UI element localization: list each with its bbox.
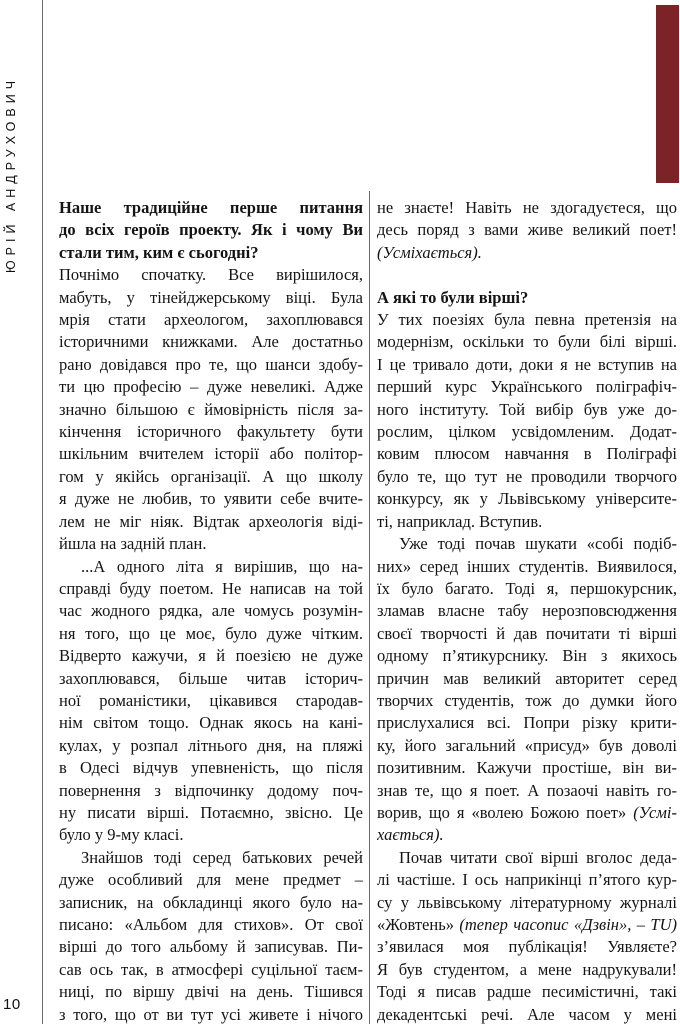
text-line: них» серед інших студентів. Виявилося, [377,556,677,576]
text-line: писано: «Альбом для стихов». От свої [59,915,363,934]
text-line: «Жовтень» (тепер часопис «Дзвін», – TU) [377,915,677,934]
blank-line [377,264,677,286]
text-line: Почав читати свої вірші вголос деда- [399,847,677,867]
text-line: Почнімо спочатку. Все вирішилося, [59,265,363,285]
text-line: лі частіше. І ось наприкінці п’ятого кур- [377,870,677,890]
text-line: мрія стати археологом, захоплювався [59,310,363,330]
text-line: Тоді я писав радше песимістичні, такі [377,982,677,1002]
text-line: стали тим, ким є сьогодні? [59,242,259,262]
text-line: перший курс Українського поліграфіч- [377,377,677,397]
text-line: до всіх героїв проекту. Як і чому Ви [59,220,363,240]
text-line: позитивним. Кажучи простіше, він ви- [377,758,677,778]
text-line: історичними книжками. Але достатньо [59,332,363,352]
text-line: було у 9-му класі. [59,825,184,845]
text-line: зламав власне табу нерозповсюдження [377,601,677,621]
text-line: гом у якійсь організації. А що школу [59,466,363,486]
text-line: їх було багато. Тоді я, першокурсник, [377,578,677,598]
text-line: ку, його загальний «присуд» був доволі [377,735,677,755]
text-line: Уже тоді почав шукати «собі подіб- [399,534,677,554]
text-line: десь поряд з вами живе великий поет! [377,220,677,240]
text-line: кулах, у розпал літнього дня, на пляжі [59,735,363,755]
text-line: я дуже не любив, то уявити себе вчите- [59,489,363,509]
text-line: ворив, що я «волею Божою поет» (Усмі- [377,802,677,822]
text-line: з того, що от ви тут усі живете і нічого [59,1004,363,1024]
text-line: ного інституту. Той вибір був уже до- [377,399,677,419]
text-line: мабуть, у тінейджерському віці. Була [59,287,363,307]
text-line: (Усміхається). [377,242,482,262]
text-line: одному п’ятикурснику. Він з якихось [377,646,677,666]
left-margin-rule [42,0,43,1024]
author-vertical-name: ЮРІЙ АНДРУХОВИЧ [4,75,18,273]
text-line: справді буду поетом. Не написав на той [59,578,363,598]
text-line: ти цю професію – дуже невеликі. Адже [59,377,363,397]
text-line: Знайшов тоді серед батькових речей [81,847,363,867]
text-line: лем не міг ніяк. Відтак археологія віді- [59,511,363,531]
text-line: шкільним вчителем історії або політор- [59,444,363,464]
text-line: Я був студентом, а мене надрукували! [377,959,677,979]
text-line: ня того, що це моє, було дуже чітким. [59,623,363,643]
text-line: модернізм, оскільки то були білі вірші. [377,332,677,352]
text-line: конкурсу, як у Львівському університе- [377,489,677,509]
left-text-column [59,197,363,1024]
text-line: хається). [377,825,444,845]
text-line: з’явилася моя публікація! Уявляєте? [377,937,677,957]
text-line: су у львівському літературному журналі [377,892,677,912]
text-line: кінчення історичного факультету бути [59,422,363,442]
text-line: ті, наприклад. Вступив. [377,511,543,531]
column-divider-rule [369,191,370,1024]
text-line: причин мав великий авторитет серед [377,668,677,688]
text-line: ної романістики, цікавився стародав- [59,690,363,710]
text-line: було те, що тут не проводили творчого [377,466,677,486]
text-line: І це тривало доти, доки я не вступив на [377,354,677,374]
text-line: в Одесі відчув упевненість, що після [59,758,363,778]
page-number: 10 [3,996,21,1013]
right-text-column [377,197,677,1024]
text-line: ниці, по віршу двічі на день. Тішився [59,982,363,1002]
accent-bar [656,5,679,183]
text-line: ну писати вірші. Потаємно, звісно. Це [59,802,363,822]
text-line: йшла на задній план. [59,534,207,554]
text-line: ковим плюсом навчання в Поліграфі [377,444,677,464]
text-line: захоплювався, більше читав історич- [59,668,363,688]
text-line: не знаєте! Навіть не здогадуєтеся, що [377,198,677,217]
text-line: декадентські речі. Але часом у мені [377,1004,677,1024]
text-line: рано довідався про те, що шанси здобу- [59,354,363,374]
text-line: нім світом тощо. Однак якось на кані- [59,713,363,733]
text-line: Відверто кажучи, я й поезією не дуже [59,646,363,666]
text-line: творчих студентів, тож до думки його [377,690,677,710]
text-line: дуже особливий для мене предмет – [59,870,363,890]
text-line: вірші до того альбому й записував. Пи- [59,937,363,957]
text-line: ...А одного літа я вирішив, що на- [81,556,363,576]
text-line: сав ось так, в атмосфері суцільної таєм- [59,959,363,979]
text-line: А які то були вірші? [377,287,529,307]
text-line: записник, на обкладинці якого було на- [59,892,363,912]
text-line: своєї творчості й дав почитати ті вірші [377,623,677,643]
text-line: У тих поезіях була певна претензія на [377,310,677,330]
text-line: рослим, цілком усвідомленим. Додат- [377,422,677,442]
text-line: знав те, що я поет. А позаочі навіть го- [377,780,677,800]
text-line: Наше традиційне перше питання [59,198,363,217]
text-line: значно більшою є ймовірність після за- [59,399,363,419]
text-line: прислухалися всі. Попри різку крити- [377,713,677,733]
text-line: час жодного рядка, але чомусь розумін- [59,601,363,621]
text-line: повернення з відпочинку додому поч- [59,780,363,800]
